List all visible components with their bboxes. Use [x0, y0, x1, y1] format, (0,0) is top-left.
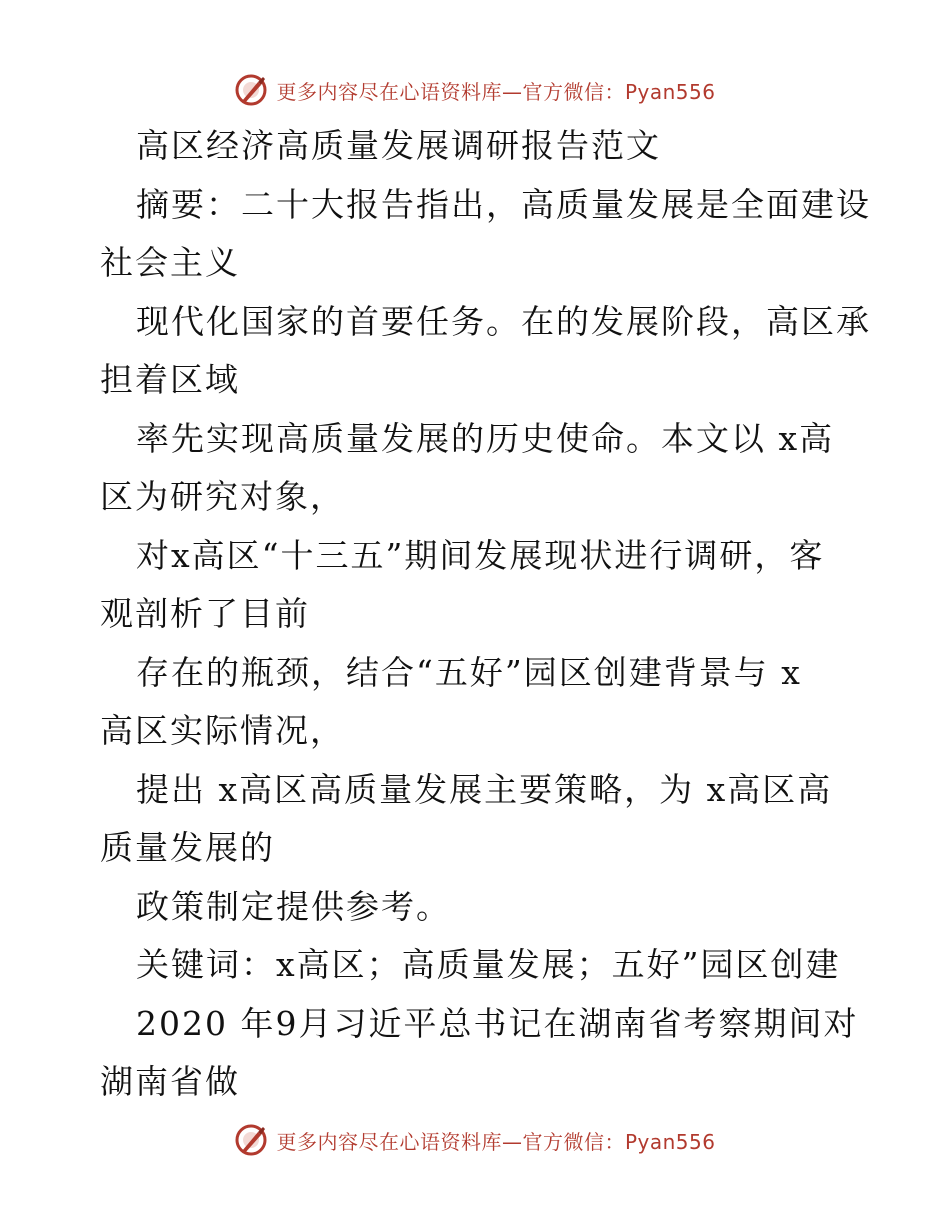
document-body — [100, 117, 871, 1112]
document-line: 提出 x高区高质量发展主要策略，为 x高区高 — [136, 769, 833, 809]
pen-logo-icon — [234, 1123, 268, 1157]
document-line: 高区经济高质量发展调研报告范文 — [136, 126, 661, 165]
document-line: 政策制定提供参考。 — [136, 886, 451, 926]
document-line: 担着区域 — [100, 360, 240, 399]
watermark-text: 更多内容尽在心语资料库—官方微信：Pyan556 — [276, 79, 716, 104]
document-line: 摘要：二十大报告指出，高质量发展是全面建设 — [136, 184, 871, 224]
header-watermark — [0, 70, 950, 110]
document-line: 存在的瓶颈，结合“五好”园区创建背景与 x — [136, 652, 802, 692]
document-line: 2020 年9月习近平总书记在湖南省考察期间对 — [136, 1003, 859, 1043]
document-line: 社会主义 — [100, 243, 240, 282]
document-line: 率先实现高质量发展的历史使命。本文以 x高 — [136, 418, 835, 458]
footer-watermark — [0, 1120, 950, 1160]
document-line: 观剖析了目前 — [100, 594, 310, 633]
document-line: 质量发展的 — [100, 828, 275, 867]
document-line: 关键词：x高区；高质量发展；五好”园区创建 — [136, 945, 841, 984]
document-line: 现代化国家的首要任务。在的发展阶段，高区承 — [136, 301, 871, 341]
document-line: 对x高区“十三五”期间发展现状进行调研，客 — [136, 535, 825, 575]
pen-logo-icon — [234, 73, 268, 107]
document-line: 区为研究对象， — [100, 477, 345, 516]
document-line: 高区实际情况， — [100, 711, 345, 750]
watermark-text: 更多内容尽在心语资料库—官方微信：Pyan556 — [276, 1129, 716, 1154]
document-line: 湖南省做 — [100, 1062, 240, 1101]
